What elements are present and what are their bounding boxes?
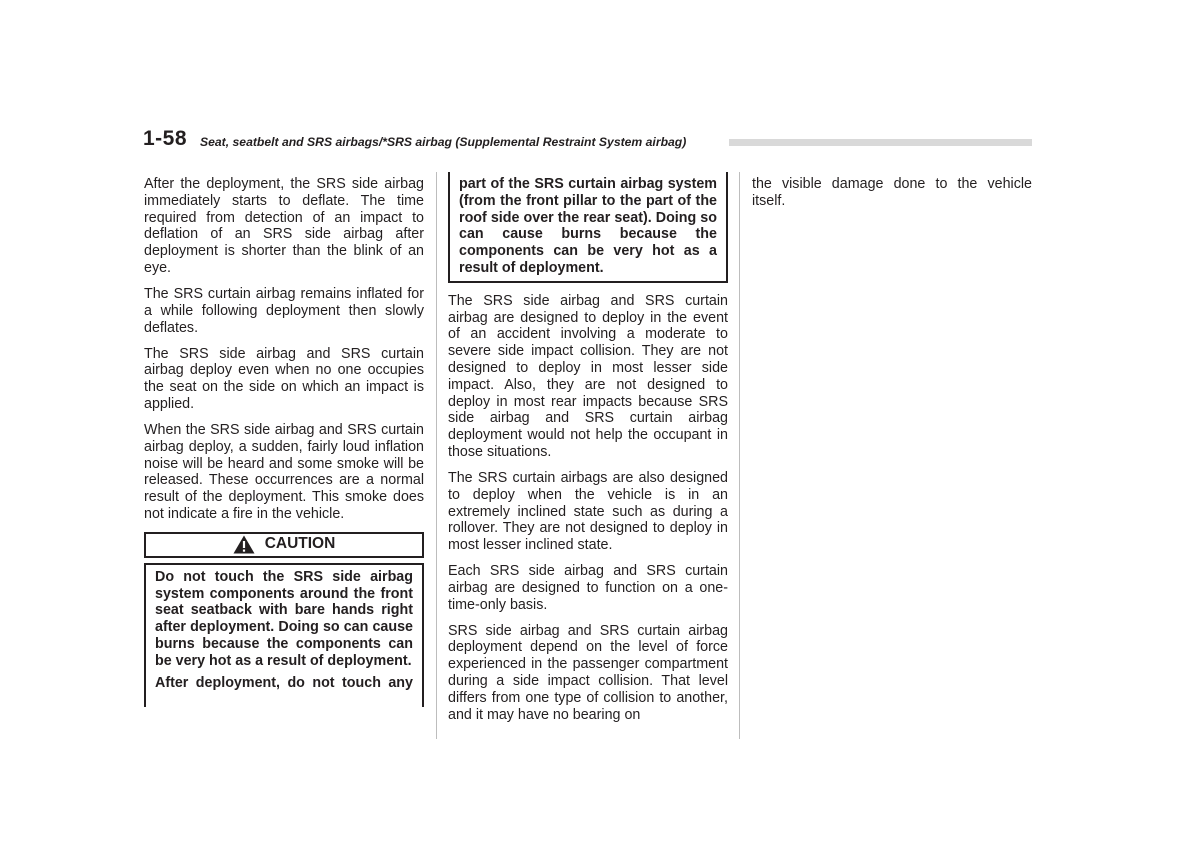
paragraph: The SRS curtain airbags are also designed to deploy when the vehicle is in an extremely inclined state such as during a rollover. They are not designed to deploy in most lesser inclined state. [448, 469, 728, 554]
column-divider [739, 172, 740, 739]
paragraph: the visible damage done to the vehicle itself. [752, 176, 1032, 209]
caution-box-continued [448, 172, 728, 283]
caution-header [144, 532, 424, 558]
paragraph: After the deployment, the SRS side airbag immediately starts to deflate. The time required from detection of an impact to deflation of an SRS side airbag after deployment is shorter than the blink of an eye. [144, 176, 424, 276]
column-2 [448, 177, 728, 733]
column-divider [436, 172, 437, 739]
caution-text: part of the SRS curtain airbag system (from the front pillar to the part of the roof side over the rear seat). Doing so can cause burns because the components can be very hot as a result of deployment. [459, 176, 717, 276]
caution-text: After deployment, do not touch any [155, 674, 413, 691]
caution-box [144, 563, 424, 707]
paragraph: The SRS curtain airbag remains inflated for a while following deployment then slowly deflates. [144, 285, 424, 336]
paragraph: When the SRS side airbag and SRS curtain airbag deploy, a sudden, fairly loud inflation noise will be heard and some smoke will be released. These occurrences are a normal result of the deployment. This smoke does not indicate a fire in the vehicle. [144, 421, 424, 522]
warning-triangle-icon [233, 535, 255, 554]
caution-text: Do not touch the SRS side airbag system components around the front seat seatback with bare hands right after deployment. Doing so can cause burns because the components can be very hot as a result of deployment. [155, 568, 413, 669]
paragraph: SRS side airbag and SRS curtain airbag deployment depend on the level of force experienced in the passenger compartment during a side impact collision. That level differs from one type of collision to another, and it may have no bearing on [448, 622, 728, 723]
column-3 [752, 176, 1032, 219]
section-title: Seat, seatbelt and SRS airbags/*SRS airbag (Supplemental Restraint System airbag) [200, 135, 687, 149]
header-rule [729, 139, 1032, 146]
paragraph: The SRS side airbag and SRS curtain airbag deploy even when no one occupies the seat on the side on which an impact is applied. [144, 345, 424, 412]
paragraph: Each SRS side airbag and SRS curtain airbag are designed to function on a one-time-only basis. [448, 563, 728, 613]
paragraph: The SRS side airbag and SRS curtain airbag are designed to deploy in the event of an accident involving a moderate to severe side impact collision. They are not designed to deploy in most lesser side impact. Also, they are not designed to deploy in most rear impacts because SRS side airbag and SRS curtain airbag deployment would not help the occupant in those situations. [448, 292, 728, 460]
page-header [143, 124, 1033, 154]
column-1 [144, 176, 424, 707]
page-number: 1-58 [143, 127, 188, 150]
caution-label: CAUTION [264, 535, 336, 553]
